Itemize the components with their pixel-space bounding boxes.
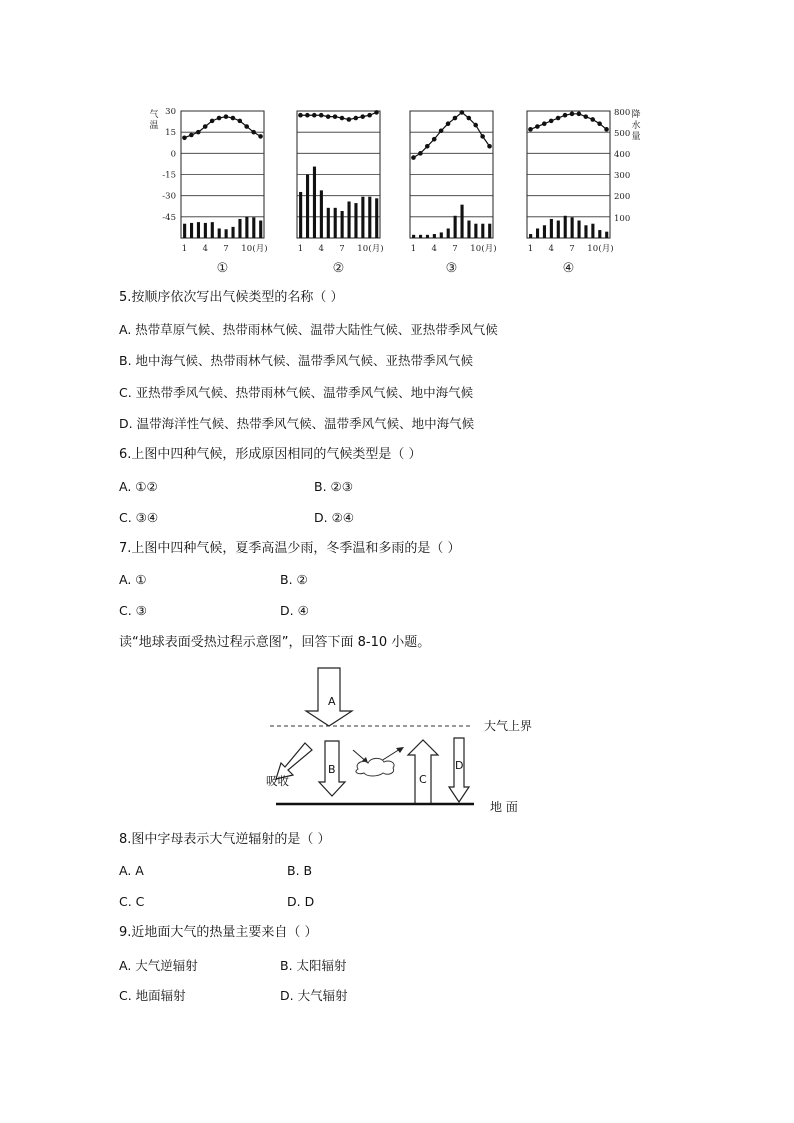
temperature-point bbox=[237, 119, 242, 124]
temperature-axis-label: 温 bbox=[149, 121, 159, 131]
month-tick-label: 10 bbox=[241, 244, 253, 254]
precipitation-bar bbox=[252, 217, 255, 238]
precipitation-bar bbox=[543, 225, 546, 238]
question-9-stem: 9.近地面大气的热量主要来自（ ） bbox=[119, 925, 318, 940]
temperature-point bbox=[333, 114, 338, 119]
question-8-option-c[interactable]: C. C bbox=[119, 894, 145, 909]
precipitation-bar bbox=[375, 198, 378, 238]
precipitation-bar bbox=[218, 228, 221, 238]
temperature-point bbox=[251, 130, 256, 135]
precipitation-tick-label: 400 bbox=[614, 150, 631, 160]
temperature-point bbox=[446, 121, 451, 126]
question-9-option-b[interactable]: B. 太阳辐射 bbox=[280, 958, 347, 973]
precipitation-bar bbox=[211, 222, 214, 238]
precipitation-bar bbox=[306, 175, 309, 239]
precipitation-axis-label: 量 bbox=[631, 132, 641, 142]
absorb-label: 吸收 bbox=[266, 774, 289, 788]
precipitation-bar bbox=[204, 223, 207, 238]
temperature-point bbox=[535, 124, 540, 129]
panel-label: ① bbox=[216, 261, 229, 276]
precipitation-bar bbox=[440, 232, 443, 238]
question-6-stem: 6.上图中四种气候，形成原因相同的气候类型是（ ） bbox=[119, 447, 422, 462]
month-tick-label: 4 bbox=[318, 244, 324, 254]
precipitation-tick-label: 500 bbox=[614, 129, 631, 139]
question-5-option-d[interactable]: D. 温带海洋性气候、热带季风气候、温带季风气候、地中海气候 bbox=[119, 416, 475, 431]
cloud-icon bbox=[356, 758, 394, 776]
atmosphere-top-label: 大气上界 bbox=[484, 719, 533, 733]
question-8-option-d[interactable]: D. D bbox=[287, 894, 315, 909]
month-tick-label: 4 bbox=[202, 244, 208, 254]
temperature-point bbox=[460, 110, 465, 115]
temperature-point bbox=[298, 113, 303, 118]
question-7-option-b[interactable]: B. ② bbox=[280, 572, 308, 587]
temperature-point bbox=[374, 110, 379, 115]
panel-label: ③ bbox=[445, 261, 458, 276]
precipitation-bar bbox=[529, 234, 532, 238]
question-8-stem: 8.图中字母表示大气逆辐射的是（ ） bbox=[119, 832, 331, 847]
temperature-point bbox=[347, 117, 352, 122]
month-tick-label: 10 bbox=[470, 244, 482, 254]
month-tick-label: 1 bbox=[297, 244, 304, 254]
question-5-option-c[interactable]: C. 亚热带季风气候、热带雨林气候、温带季风气候、地中海气候 bbox=[119, 385, 474, 400]
temperature-point bbox=[217, 116, 222, 121]
arrow-c bbox=[408, 740, 438, 804]
temperature-tick-label: -15 bbox=[162, 170, 176, 181]
precipitation-bar bbox=[327, 208, 330, 238]
precipitation-bar bbox=[474, 224, 477, 238]
temperature-point bbox=[439, 128, 444, 133]
heating-process-diagram bbox=[250, 665, 550, 825]
temperature-point bbox=[258, 134, 263, 139]
temperature-point bbox=[577, 112, 582, 117]
precipitation-bar bbox=[361, 197, 364, 238]
temperature-point bbox=[231, 116, 236, 121]
temperature-point bbox=[353, 116, 358, 121]
month-tick-label: 7 bbox=[223, 244, 229, 254]
month-tick-label: 7 bbox=[339, 244, 345, 254]
question-6-option-d[interactable]: D. ②④ bbox=[314, 510, 354, 525]
temperature-point bbox=[326, 114, 331, 119]
precipitation-bar bbox=[341, 211, 344, 238]
precipitation-bar bbox=[368, 197, 371, 238]
panel-label: ④ bbox=[562, 261, 575, 276]
precipitation-bar bbox=[433, 234, 436, 238]
month-tick-label: 7 bbox=[569, 244, 575, 254]
temperature-tick-label: 0 bbox=[170, 149, 176, 160]
precipitation-bar bbox=[313, 167, 316, 238]
question-9-option-c[interactable]: C. 地面辐射 bbox=[119, 988, 186, 1003]
precipitation-bar bbox=[412, 235, 415, 238]
question-5-option-b[interactable]: B. 地中海气候、热带雨林气候、温带季风气候、亚热带季风气候 bbox=[119, 353, 474, 368]
precipitation-bar bbox=[197, 222, 200, 238]
precipitation-bar bbox=[190, 223, 193, 238]
precipitation-bar bbox=[259, 221, 262, 238]
month-tick-label: 1 bbox=[181, 244, 188, 254]
question-6-option-a[interactable]: A. ①② bbox=[119, 479, 158, 494]
precipitation-bar bbox=[571, 217, 574, 238]
climate-charts-layer bbox=[149, 107, 640, 276]
precipitation-bar bbox=[354, 203, 357, 238]
month-tick-label: 4 bbox=[431, 244, 437, 254]
label-a: A bbox=[328, 695, 336, 708]
question-9-option-a[interactable]: A. 大气逆辐射 bbox=[119, 958, 198, 973]
temperature-point bbox=[563, 113, 568, 118]
precipitation-bar bbox=[447, 228, 450, 238]
question-6-option-c[interactable]: C. ③④ bbox=[119, 510, 159, 525]
precipitation-bar bbox=[584, 225, 587, 238]
precipitation-bar bbox=[238, 219, 241, 238]
precipitation-bar bbox=[245, 217, 248, 238]
month-unit-label: (月) bbox=[598, 244, 614, 254]
temperature-point bbox=[319, 113, 324, 118]
temperature-point bbox=[312, 113, 317, 118]
temperature-point bbox=[244, 124, 249, 129]
temperature-point bbox=[360, 114, 365, 119]
precipitation-bar bbox=[454, 216, 457, 238]
temperature-tick-label: 15 bbox=[165, 128, 176, 139]
month-unit-label: (月) bbox=[481, 244, 497, 254]
temperature-point bbox=[210, 119, 215, 124]
diagram-intro: 读“地球表面受热过程示意图”，回答下面 8-10 小题。 bbox=[119, 635, 431, 650]
temperature-tick-label: -45 bbox=[162, 212, 176, 223]
temperature-point bbox=[590, 117, 595, 122]
precipitation-bar bbox=[231, 227, 234, 238]
precipitation-bar bbox=[347, 201, 350, 238]
temperature-axis-label: 气 bbox=[149, 110, 159, 120]
precipitation-bar bbox=[564, 216, 567, 238]
precipitation-bar bbox=[605, 232, 608, 238]
month-tick-label: 1 bbox=[410, 244, 417, 254]
temperature-point bbox=[570, 112, 575, 117]
temperature-point bbox=[189, 133, 194, 138]
question-7-option-d[interactable]: D. ④ bbox=[280, 603, 309, 618]
precipitation-bar bbox=[225, 229, 228, 238]
precipitation-bar bbox=[426, 235, 429, 238]
question-9-option-d[interactable]: D. 大气辐射 bbox=[280, 988, 348, 1003]
question-8-option-b[interactable]: B. B bbox=[287, 863, 313, 878]
ground-label: 地 面 bbox=[490, 800, 518, 814]
precipitation-tick-label: 800 bbox=[614, 108, 631, 118]
temperature-point bbox=[196, 130, 201, 135]
temperature-point bbox=[597, 121, 602, 126]
precipitation-bar bbox=[557, 221, 560, 238]
precipitation-tick-label: 300 bbox=[614, 171, 631, 181]
question-7-option-c[interactable]: C. ③ bbox=[119, 603, 147, 618]
precipitation-bar bbox=[183, 224, 186, 238]
temperature-point bbox=[556, 116, 561, 121]
precipitation-bar bbox=[320, 190, 323, 238]
precipitation-bar bbox=[467, 221, 470, 238]
question-6-option-b[interactable]: B. ②③ bbox=[314, 479, 353, 494]
temperature-tick-label: -30 bbox=[162, 191, 176, 202]
month-tick-label: 4 bbox=[548, 244, 554, 254]
temperature-point bbox=[487, 144, 492, 149]
panel-label: ② bbox=[332, 261, 345, 276]
temperature-point bbox=[425, 144, 430, 149]
month-unit-label: (月) bbox=[252, 244, 268, 254]
precipitation-bar bbox=[598, 230, 601, 238]
question-5-stem: 5.按顺序依次写出气候类型的名称（ ） bbox=[119, 290, 344, 305]
climate-charts bbox=[0, 0, 794, 290]
precipitation-axis-label: 水 bbox=[631, 121, 641, 131]
question-7-option-a[interactable]: A. ① bbox=[119, 572, 147, 587]
month-tick-label: 10 bbox=[587, 244, 599, 254]
question-7-stem: 7.上图中四种气候，夏季高温少雨，冬季温和多雨的是（ ） bbox=[119, 541, 461, 556]
temperature-point bbox=[305, 113, 310, 118]
temperature-point bbox=[604, 127, 609, 132]
month-unit-label: (月) bbox=[368, 244, 384, 254]
precipitation-bar bbox=[460, 205, 463, 238]
precipitation-bar bbox=[481, 224, 484, 238]
label-d: D bbox=[455, 759, 464, 772]
temperature-point bbox=[473, 123, 478, 128]
precipitation-tick-label: 200 bbox=[614, 192, 631, 202]
precipitation-bar bbox=[334, 208, 337, 238]
temperature-tick-label: 30 bbox=[165, 107, 176, 117]
temperature-point bbox=[367, 113, 372, 118]
temperature-point bbox=[466, 116, 471, 121]
temperature-point bbox=[411, 155, 416, 160]
precipitation-tick-label: 100 bbox=[614, 214, 631, 224]
precipitation-bar bbox=[419, 235, 422, 238]
precipitation-axis-label: 降 bbox=[631, 110, 641, 120]
temperature-point bbox=[432, 137, 437, 142]
precipitation-bar bbox=[299, 192, 302, 238]
question-8-option-a[interactable]: A. A bbox=[119, 863, 144, 878]
month-tick-label: 10 bbox=[357, 244, 369, 254]
precipitation-bar bbox=[536, 228, 539, 238]
precipitation-bar bbox=[550, 219, 553, 238]
temperature-point bbox=[224, 114, 229, 119]
temperature-point bbox=[453, 116, 458, 121]
label-b: B bbox=[328, 763, 336, 776]
reflected-ray-head-icon bbox=[396, 747, 404, 753]
temperature-point bbox=[480, 134, 485, 139]
month-tick-label: 1 bbox=[527, 244, 534, 254]
question-5-option-a[interactable]: A. 热带草原气候、热带雨林气候、温带大陆性气候、亚热带季风气候 bbox=[119, 322, 498, 337]
temperature-point bbox=[583, 114, 588, 119]
label-c: C bbox=[419, 773, 427, 786]
precipitation-bar bbox=[577, 221, 580, 238]
temperature-point bbox=[542, 121, 547, 126]
temperature-point bbox=[528, 127, 533, 132]
precipitation-bar bbox=[591, 224, 594, 238]
temperature-point bbox=[418, 151, 423, 156]
temperature-point bbox=[203, 124, 208, 129]
temperature-point bbox=[182, 136, 187, 141]
month-tick-label: 7 bbox=[452, 244, 458, 254]
temperature-point bbox=[340, 116, 345, 121]
precipitation-bar bbox=[488, 224, 491, 238]
temperature-point bbox=[549, 119, 554, 124]
